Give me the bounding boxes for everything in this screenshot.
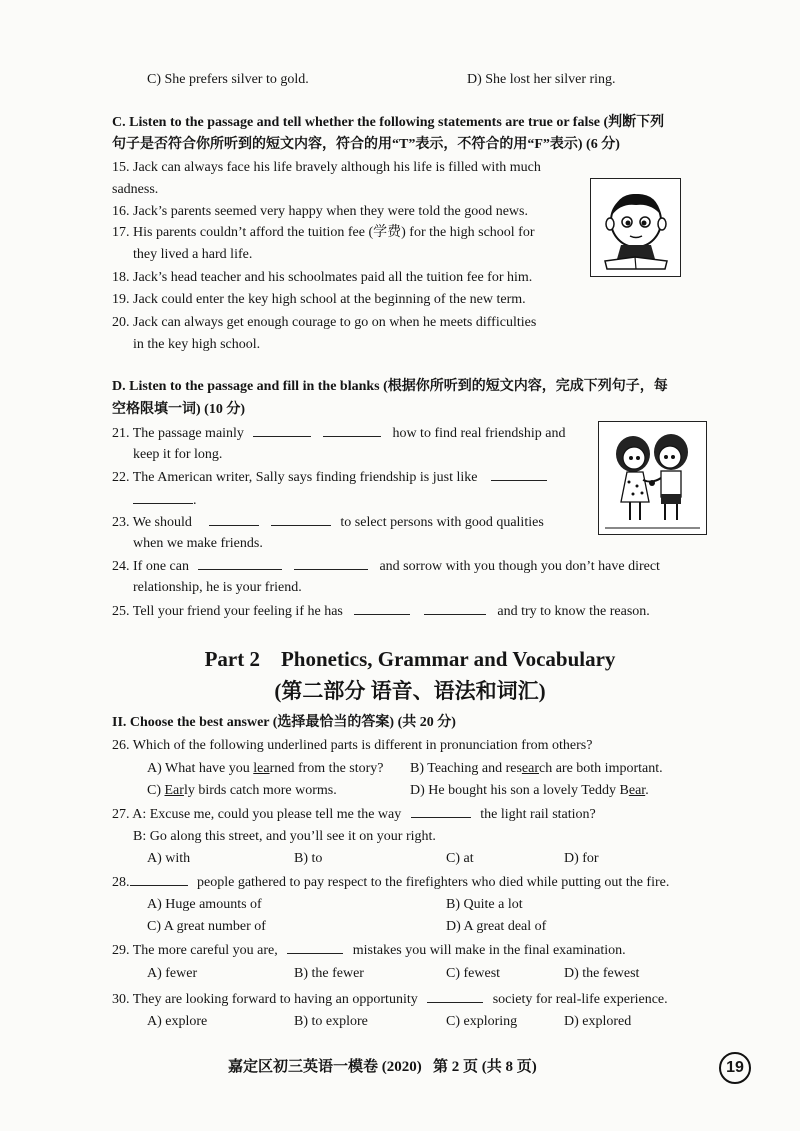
answer-blank[interactable] <box>323 424 381 437</box>
q14-option-d: D) She lost her silver ring. <box>467 72 616 87</box>
option-text: ly birds catch more worms. <box>183 783 337 798</box>
question-29 <box>112 941 626 960</box>
part-2-subtitle: (第二部分 语音、语法和词汇) <box>274 679 546 703</box>
answer-blank[interactable] <box>271 513 331 526</box>
section-c-heading-cont: 句子是否符合你所听到的短文内容，符合的用“T”表示，不符合的用“F”表示) (6 分) <box>112 137 620 152</box>
statement-17-cont: they lived a hard life. <box>133 247 253 262</box>
page-number: 19 <box>726 1059 744 1076</box>
answer-blank[interactable] <box>294 557 368 570</box>
friends-illustration <box>598 421 707 535</box>
option-text: C) <box>147 783 165 798</box>
section-ii-heading: II. Choose the best answer (选择最恰当的答案) (共 20 分) <box>112 715 456 730</box>
question-28-number: 28. <box>112 875 130 890</box>
question-24 <box>112 557 660 576</box>
q30-option-c: C) exploring <box>446 1014 518 1029</box>
q27-option-d: D) for <box>564 851 599 866</box>
statement-15-cont: sadness. <box>112 182 159 197</box>
question-30 <box>112 990 668 1009</box>
q14-option-c: C) She prefers silver to gold. <box>147 72 309 87</box>
question-24-text-2: and sorrow with you though you don’t have direct <box>379 559 660 574</box>
q26-option-a <box>147 760 384 778</box>
question-22-end: . <box>193 493 197 508</box>
q30-option-a: A) explore <box>147 1014 208 1029</box>
question-23-text-2: to select persons with good qualities <box>340 515 544 530</box>
q29-option-d: D) the fewest <box>564 966 640 981</box>
question-21-text: 21. The passage mainly <box>112 426 244 441</box>
statement-20: 20. Jack can always get enough courage to go on when he meets difficulties <box>112 315 537 330</box>
option-text: . <box>645 783 649 798</box>
section-c-heading: C. Listen to the passage and tell whether the following statements are true or false (判断下列 <box>112 115 665 130</box>
question-21 <box>112 424 565 443</box>
q28-option-b: B) Quite a lot <box>446 897 523 912</box>
q27-option-a: A) with <box>147 851 191 866</box>
answer-blank[interactable] <box>427 990 483 1003</box>
question-24-cont: relationship, he is your friend. <box>133 580 302 595</box>
answer-blank[interactable] <box>209 513 259 526</box>
question-22 <box>112 468 547 487</box>
option-text: B) Teaching and res <box>410 761 522 776</box>
answer-blank[interactable] <box>491 468 547 481</box>
q27-option-b: B) to <box>294 851 323 866</box>
q30-option-b: B) to explore <box>294 1014 368 1029</box>
question-28 <box>112 873 669 892</box>
question-23-text: 23. We should <box>112 515 192 530</box>
answer-blank[interactable] <box>198 557 282 570</box>
question-25 <box>112 602 650 621</box>
option-text: D) He bought his son a lovely Teddy B <box>410 783 629 798</box>
question-22-cont <box>133 491 197 510</box>
answer-blank[interactable] <box>354 602 410 615</box>
statement-19: 19. Jack could enter the key high school at the beginning of the new term. <box>112 292 526 307</box>
part-2-title: Part 2 Phonetics, Grammar and Vocabulary <box>204 647 616 671</box>
statement-16: 16. Jack’s parents seemed very happy when they were told the good news. <box>112 204 528 219</box>
section-d-heading-cont: 空格限填一词) (10 分) <box>112 402 245 417</box>
question-24-text: 24. If one can <box>112 559 189 574</box>
q29-option-c: C) fewest <box>446 966 501 981</box>
page-footer: 嘉定区初三英语一模卷 (2020) 第 2 页 (共 8 页) <box>228 1059 537 1075</box>
q30-option-d: D) explored <box>564 1014 632 1029</box>
section-d-heading: D. Listen to the passage and fill in the blanks (根据你所听到的短文内容，完成下列句子，每 <box>112 379 668 394</box>
q26-option-d <box>410 782 649 800</box>
question-21-text-2: how to find real friendship and <box>392 426 566 441</box>
answer-blank[interactable] <box>130 873 188 886</box>
question-23-cont: when we make friends. <box>133 536 263 551</box>
option-text: A) What have you <box>147 761 254 776</box>
question-27 <box>112 805 596 824</box>
q26-option-b <box>410 760 663 778</box>
question-29-text: 29. The more careful you are, <box>112 943 278 958</box>
q27-option-c: C) at <box>446 851 474 866</box>
question-26: 26. Which of the following underlined parts is different in pronunciation from others? <box>112 738 593 753</box>
underlined-part: ear <box>628 783 646 798</box>
question-27-text-2: the light rail station? <box>480 807 596 822</box>
option-text: rned from the story? <box>269 761 384 776</box>
question-30-text: 30. They are looking forward to having an opportunity <box>112 992 418 1007</box>
question-25-text: 25. Tell your friend your feeling if he has <box>112 604 343 619</box>
question-27-b: B: Go along this street, and you’ll see it on your right. <box>133 829 436 844</box>
question-22-text: 22. The American writer, Sally says finding friendship is just like <box>112 470 478 485</box>
q28-option-d: D) A great deal of <box>446 919 547 934</box>
q28-option-c: C) A great number of <box>147 919 266 934</box>
underlined-part: Ear <box>164 783 184 798</box>
q29-option-b: B) the fewer <box>294 966 364 981</box>
answer-blank[interactable] <box>424 602 486 615</box>
underlined-part: lea <box>253 761 270 776</box>
question-25-text-2: and try to know the reason. <box>497 604 650 619</box>
answer-blank[interactable] <box>133 491 193 504</box>
q29-option-a: A) fewer <box>147 966 198 981</box>
underlined-part: ear <box>521 761 539 776</box>
statement-17: 17. His parents couldn’t afford the tuition fee (学费) for the high school for <box>112 225 535 240</box>
option-text: ch are both important. <box>538 761 663 776</box>
q28-option-a: A) Huge amounts of <box>147 897 262 912</box>
answer-blank[interactable] <box>253 424 311 437</box>
question-23 <box>112 513 544 532</box>
answer-blank[interactable] <box>287 941 343 954</box>
question-27-text: 27. A: Excuse me, could you please tell me the way <box>112 807 402 822</box>
question-29-text-2: mistakes you will make in the final examination. <box>352 943 626 958</box>
question-28-text: people gathered to pay respect to the firefighters who died while putting out the fire. <box>197 875 670 890</box>
page-number-circle <box>719 1052 751 1084</box>
question-30-text-2: society for real-life experience. <box>492 992 668 1007</box>
statement-20-cont: in the key high school. <box>133 337 261 352</box>
boy-reading-illustration <box>590 178 681 277</box>
q26-option-c <box>147 782 337 800</box>
statement-15: 15. Jack can always face his life bravely although his life is filled with much <box>112 160 541 175</box>
answer-blank[interactable] <box>411 805 471 818</box>
statement-18: 18. Jack’s head teacher and his schoolmates paid all the tuition fee for him. <box>112 270 533 285</box>
question-21-cont: keep it for long. <box>133 447 223 462</box>
